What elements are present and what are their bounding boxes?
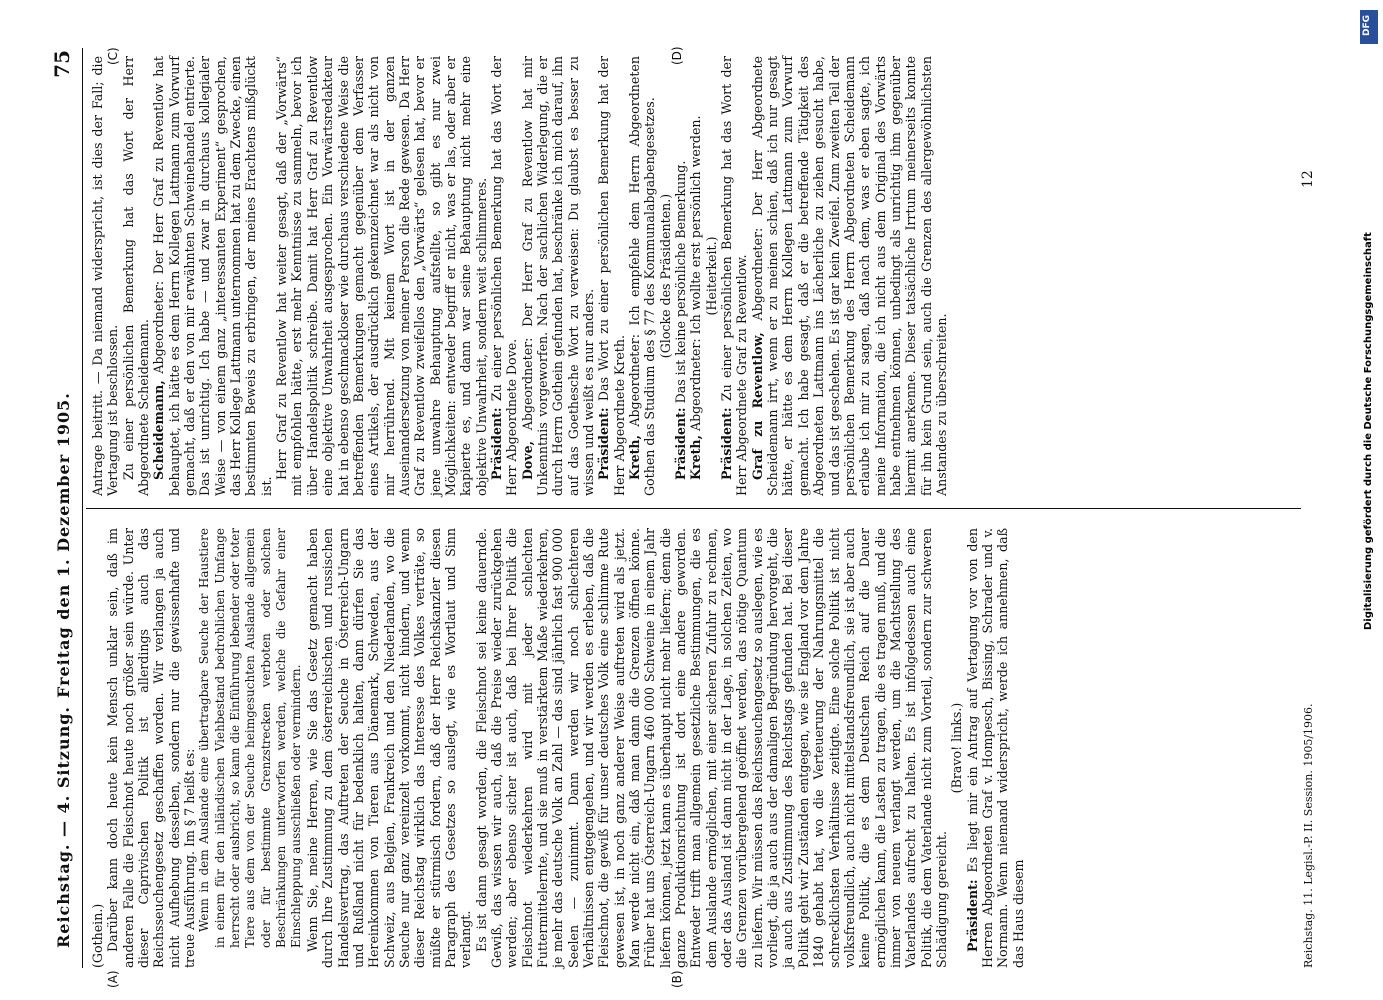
- law-quote: Wenn in dem Auslande eine übertragbare Seuche der Haustiere in einem für den inländischen Viehbestand bedrohlichen Umfange herrscht oder ausbricht, so kann die Einführung lebender oder toter Tiere aus dem von der Seuche heimgesuchten Auslande allgemein oder für bestimmte Grenzstrecken verboten oder solchen Beschränkungen unterworfen werden, welche die Gefahr einer Einschleppung ausschließen oder vermindern.: [197, 528, 304, 948]
- speaker-name: Präsident:: [719, 407, 735, 480]
- paragraph: Darüber kann doch heute kein Mensch unklar sein, daß im anderen Falle die Fleischnot heute noch größer sein würde. Unter dieser Caprivischen Politik ist allerdings auch das Reichsseuchengesetz geschaffen worden. Wir verlangen ja auch nicht Aufhebung desselben, sondern nur die gewissenhafte und treue Ausführung. Im § 7 heißt es:: [105, 528, 198, 968]
- margin-mark-d: (D): [670, 46, 684, 65]
- laughter-note: (Heiterkeit.): [703, 236, 719, 316]
- column-divider: [86, 508, 1301, 509]
- paragraph: Abgeordneter: Ich empfehle dem Herrn Abgeordneten Gothen das Studium des § 77 des Kommunalabgabengesetzes.: [627, 56, 658, 496]
- paragraph: Das Wort zu einer persönlichen Bemerkung hat der Herr Abgeordnete Kreth.: [596, 56, 627, 496]
- paragraph: Abgeordneter: Ich wollte erst persönlich werden.: [688, 115, 704, 432]
- speaker-name: Kreth,: [627, 435, 643, 480]
- speaker-name: Präsident:: [673, 407, 689, 480]
- rotated-document-page: [50, 46, 1330, 988]
- paragraph: Antrage beitritt. — Da niemand widerspricht, ist dies der Fall; die Vertagung ist beschlossen.: [90, 56, 121, 496]
- speaker-name: Präsident:: [964, 879, 980, 952]
- paragraph: Wenn Sie, meine Herren, wie Sie das Gesetz gemacht haben durch Ihre Zustimmung zu dem österreichischen und russischen Handelsvertrag, das Auftreten der Seuche in Österreich-Ungarn und Rußland nicht für bedenklich halten, dann dürfen Sie das Hereinkommen von Tieren aus Dänemark, Schweden, aus der Schweiz, aus Belgien, Frankreich und den Niederlanden, wo die Seuche nur ganz vereinzelt vorkommt, nicht hindern, und wenn dieser Reichstag wirklich das Interesse des Volkes verträte, so müßte er stürmisch fordern, daß der Herr Reichskanzler diesen Paragraph des Gesetzes so auslegt, wie es Wortlaut und Sinn verlangt.: [304, 528, 474, 968]
- right-column: [90, 56, 949, 496]
- margin-mark-c: (C): [106, 47, 120, 65]
- paragraph: Abgeordneter: Der Herr Graf zu Reventlow hat behauptet, ich hätte es dem Herrn Kollegen Lattmann zum Vorwurf gemacht, daß er den von mir erwähnten Schweinehandel entrierte. Das ist unrichtig. Ich habe — und zwar in durchaus kollegialer Weise — von einem ganz „interessanten Experiment“ gesprochen, das Herr Kollege Lattmann unternommen hat zu dem Zwecke, einen bestimmten Beweis zu erbringen, der meines Erachtens mißglückt ist.: [151, 56, 274, 496]
- paragraph: Abgeordneter: Der Herr Abgeordnete Scheidemann irrt, wenn er zu meinen schien, daß ich nur gesagt hätte, er hätte es dem Herrn Kollegen Lattmann zum Vorwurf gemacht. Ich habe gesagt, daß er die betreffende Tätigkeit des Abgeordneten Lattmann ins Lächerliche zu ziehen gesucht habe, und das ist geschehen. Es ist gar kein Zweifel. Zum zweiten Teil der persönlichen Bemerkung des Herrn Abgeordneten Scheidemann erlaube ich mir zu sagen, daß nach dem, was er eben sagte, ich meine Information, die ich nicht aus dem Original des Vorwärts habe entnehmen können, unbedingt als unrichtig ihm gegenüber hiermit anerkenne. Dieser tatsächliche Irrtum meinerseits konnte für ihn kein Grund sein, auch die Grenzen des allergewöhnlichsten Anstandes zu überschreiten.: [749, 56, 949, 496]
- left-column: [90, 528, 1026, 968]
- speaker-name: Graf zu Reventlow,: [749, 332, 765, 480]
- paragraph: Zu einer persönlichen Bemerkung hat das Wort der Herr Abgeordnete Dove.: [488, 56, 520, 496]
- dfg-logo: DFG: [1360, 10, 1378, 44]
- speaker-name: Kreth,: [688, 435, 704, 480]
- paragraph: Es liegt mir ein Antrag auf Vertagung vor von den Herren Abgeordneten Graf v. Hompesch, Bissing, Schrader und v. Normann. Wenn niemand widerspricht, werde ich annehmen, daß das Haus diesem: [964, 528, 1026, 968]
- paragraph: Das ist keine persönliche Bemerkung.: [673, 160, 689, 404]
- speaker-name: Präsident:: [596, 407, 612, 480]
- paragraph: Zu einer persönlichen Bemerkung hat das Wort der Herr Abgeordnete Scheidemann.: [120, 56, 152, 496]
- header-session: Reichstag. — 4. Sitzung.: [54, 706, 73, 948]
- speaker-name: Dove,: [519, 440, 535, 480]
- credit-text: Digitalisierung gefördert durch die Deutsche Forschungsgemeinschaft: [1363, 232, 1374, 630]
- page-header: [50, 48, 78, 968]
- page-footer: Reichstag. 11. Legisl.-P. II. Session. 1905/1906.: [1302, 703, 1315, 968]
- paragraph: Zu einer persönlichen Bemerkung hat das Wort der Herr Abgeordnete Graf zu Reventlow.: [719, 56, 750, 496]
- paragraph: Es ist dann gesagt worden, die Fleischnot sei keine dauernde. Gewiß, das wissen wir auch, daß die Preise wieder zurückgehen werden; aber ebenso sicher ist auch, daß bei Ihrer Politik die Fleischnot wiederkehren wird mit jeder schlechten Futtermittelernte, und sie muß in verstärktem Maße wiederkehren, je mehr das deutsche Volk an Zahl — das sind jährlich fast 900 000 Seelen — zunimmt. Dann werden wir noch schlechteren Verhältnissen entgegengehen, und wir werden es erleben, daß die Fleischnot, die gewiß für unser deutsches Volk eine schlimme Rute gewesen ist, in noch ganz anderer Weise auftreten wird als jetzt. Man werde nicht ein, daß man dann die Grenzen öffnen könne. Früher hat uns Österreich-Ungarn 460 000 Schweine in einem Jahr liefern können, jetzt kann es überhaupt nicht mehr liefern; denn die ganze Produktionsrichtung ist dort eine andere geworden. Entweder trifft man allgemein gesetzliche Bestimmungen, die es dem Auslande ermöglichen, mit einer sicheren Zufuhr zu rechnen, oder das Ausland ist dann nicht in der Lage, in solchen Zeiten, wo die Grenzen vorübergehend geöffnet werden, das nötige Quantum zu liefern. Wir müssen das Reichsseuchengesetz so auslegen, wie es vorliegt, die ja auch aus der damaligen Begründung hervorgeht, die ja auch aus Zustimmung des Reichstags gefunden hat. Bei dieser Politik geht wir Zuständen entgegen, wie sie England vor dem Jahre 1840 gehabt hat, wo die Verteuerung der Nahrungsmittel die schrecklichsten Verhältnisse zeitigte. Eine solche Politik ist nicht volksfreundlich, auch nicht mittelstandsfreundlich, sie ist aber auch keine Politik, die es dem Deutschen Reich auf die Dauer ermöglichen kann, die Lasten zu tragen, die es tragen muß, und die immer von neuem verlangt werden, um die Machtstellung des Vaterlandes aufrecht zu halten. Es ist infolgedessen auch eine Politik, die dem Vaterlande nicht zum Vorteil, sondern zur schweren Schädigung gereicht.: [473, 528, 949, 968]
- margin-mark-b: (B): [670, 970, 684, 988]
- digitization-credit: [1360, 10, 1378, 990]
- header-date: Freitag den 1. Dezember 1905.: [54, 392, 73, 698]
- speaker-note: (Gothein.): [90, 903, 105, 968]
- header-rule: [82, 48, 83, 968]
- folio-number: 12: [1300, 170, 1316, 188]
- paragraph: Abgeordneter: Der Herr Graf zu Reventlow hat mir Unkenntnis vorgeworfen. Nach der sachlichen Widerlegung, die er durch Herrn Gothein gefunden hat, beschränke ich mich darauf, ihn auf das Goethesche Wort zu verweisen: Du glaubst es besser zu wissen und weißt es nur anders.: [519, 56, 596, 496]
- speaker-name: Scheidemann,: [151, 380, 167, 480]
- paragraph: Herr Graf zu Reventlow hat weiter gesagt, daß der „Vorwärts“ mit empfohlen hätte, erst mehr Kenntnisse zu sammeln, bevor ich über Handelspolitik schreibe. Damit hat Herr Graf zu Reventlow eine objektive Unwahrheit ausgesprochen. Ein Vorwärtsredakteur hat in ebenso geschmackloser wie durchaus verschiedene Weise die betreffenden Bemerkungen gemacht gegenüber dem Verfasser eines Artikels, der ausdrücklich gekennzeichnet war als nicht von mir herrührend. Mit keinem Wort ist in der ganzen Auseinandersetzung von meiner Person die Rede gewesen. Da Herr Graf zu Reventlow zweifellos den „Vorwärts“ gelesen hat, bevor er jene unwahre Behauptung aufstellte, so gibt es nur zwei Möglichkeiten: entweder begriff er nicht, was er las, oder aber er kapierte es, und dann war seine Behauptung nicht mehr eine objektive Unwahrheit, sondern weit schlimmeres.: [274, 56, 489, 496]
- applause-note: (Bravo! links.): [949, 702, 965, 794]
- bell-note: (Glocke des Präsidenten.): [657, 193, 673, 359]
- page-number: 75: [50, 50, 74, 78]
- margin-mark-a: (A): [106, 970, 120, 988]
- speaker-name: Präsident:: [488, 407, 504, 480]
